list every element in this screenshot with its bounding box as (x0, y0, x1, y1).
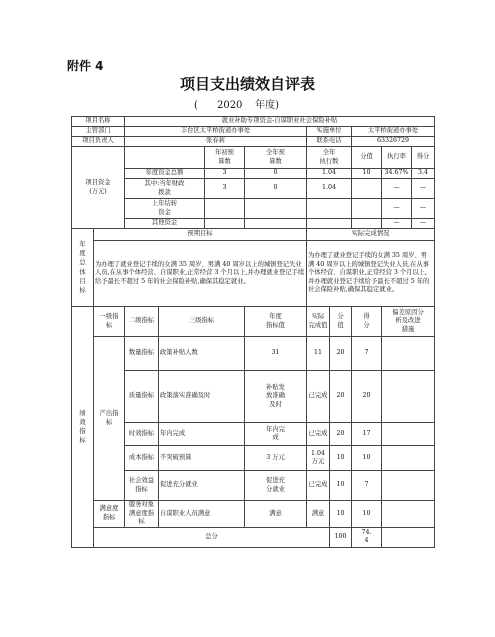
phone-label: 联系电话 (307, 137, 352, 147)
other-rate: — (382, 219, 412, 229)
reason-header: 偏差原因分 析及改进 措施 (382, 307, 435, 337)
output-indicator-label: 产出指 标 (94, 337, 125, 501)
annual-budget-header: 全年预 算数 (245, 147, 307, 169)
fiscal-rate: — (382, 179, 412, 199)
total-score-label: 总分 (94, 527, 330, 547)
perf-score-header: 分 值 (330, 307, 352, 337)
perf-target: 补贴发 放准确 及时 (245, 371, 307, 423)
total-funds-label: 年度资金总额 (125, 169, 205, 179)
perf-level2: 时效指标 (125, 423, 159, 446)
dept-value: 丰台区太平桥街道办事处 (125, 127, 307, 137)
perf-level2: 成本指标 (125, 446, 159, 471)
funds-label: 项目资金 (万元) (72, 147, 125, 229)
fiscal-label: 其中:当年财政 拨款 (125, 179, 205, 199)
carry-exec (307, 199, 352, 219)
total-got: 3.4 (412, 169, 435, 179)
fiscal-init: 3 (205, 179, 245, 199)
actual-goal-header: 实际完成情况 (307, 229, 435, 241)
perf-actual: 1.04 万元 (307, 446, 330, 471)
annual-goal-label: 年 度 总 体 目 标 (72, 229, 94, 307)
perf-score: 20 (330, 371, 352, 423)
perf-got: 17 (352, 423, 382, 446)
expected-goal-header: 预期目标 (94, 229, 307, 241)
page-title: 项目支出绩效自评表 (179, 75, 315, 93)
impl-label: 实施单位 (307, 127, 352, 137)
perf-target: 促进充 分就业 (245, 471, 307, 501)
carry-score (352, 199, 382, 219)
obtained-header: 得分 (412, 147, 435, 169)
project-name-label: 项目名称 (72, 117, 125, 127)
performance-label: 绩 效 指 标 (72, 307, 94, 548)
perf-reason (382, 471, 435, 501)
perf-level2: 服务对象 满意度指标 (125, 501, 159, 528)
perf-reason (382, 446, 435, 471)
year-line: ( 2020 年度) (194, 100, 280, 111)
perf-target: 年内完 成 (245, 423, 307, 446)
total-annual: 0 (245, 169, 307, 179)
leader-label: 项目负责人 (72, 137, 125, 147)
perf-target: 3 万元 (245, 446, 307, 471)
phone-value: 63326729 (352, 137, 435, 147)
other-got: — (412, 219, 435, 229)
perf-reason (382, 371, 435, 423)
total-reason (382, 527, 435, 547)
carry-rate: — (382, 199, 412, 219)
perf-score: 10 (330, 446, 352, 471)
annual-target-header: 年度 指标值 (245, 307, 307, 337)
total-rate: 34.67% (382, 169, 412, 179)
perf-actual: 已完成 (307, 371, 330, 423)
perf-level3: 政策落实准确及时 (159, 371, 245, 423)
perf-got: 10 (352, 446, 382, 471)
perf-actual: 11 (307, 337, 330, 371)
other-score (352, 219, 382, 229)
perf-target: 31 (245, 337, 307, 371)
dept-label: 主管部门 (72, 127, 125, 137)
perf-got: 10 (352, 501, 382, 528)
perf-target: 满意 (245, 501, 307, 528)
perf-reason (382, 501, 435, 528)
satisfaction-indicator-label: 满意度 指标 (94, 501, 125, 528)
fiscal-score (352, 179, 382, 199)
actual-goal-text: 为办理了就业登记手续的女满 35 周岁、男满 40 周岁以上的城镇登记失业人员,在从事个体经营、自谋职业,正常经营 3 个月以上,并办理就业登记手续给予最长不超过 5 年的社会保险补贴,确保其稳定就业。 (307, 241, 435, 307)
level1-header: 一级指 标 (94, 307, 125, 337)
impl-value: 太平桥街道办事处 (352, 127, 435, 137)
other-label: 其他资金 (125, 219, 205, 229)
fiscal-exec: 1.04 (307, 179, 352, 199)
total-exec: 1.04 (307, 169, 352, 179)
perf-reason (382, 337, 435, 371)
total-score-value: 100 (330, 527, 352, 547)
perf-reason (382, 423, 435, 446)
total-score: 10 (352, 169, 382, 179)
level2-header: 二级指标 (125, 307, 159, 337)
perf-got: 7 (352, 337, 382, 371)
actual-value-header: 实际 完成值 (307, 307, 330, 337)
fiscal-annual: 0 (245, 179, 307, 199)
perf-got: 20 (352, 371, 382, 423)
fiscal-got: — (412, 179, 435, 199)
perf-score: 20 (330, 423, 352, 446)
perf-score: 10 (330, 471, 352, 501)
other-annual (245, 219, 307, 229)
perf-actual: 已完成 (307, 423, 330, 446)
other-init (205, 219, 245, 229)
perf-level3: 促进充分就业 (159, 471, 245, 501)
expected-goal-text: 为办理了就业登记手续的女满 35 周岁、男满 40 周岁以上的城镇登记失业人员,在从事个体经营、自谋职业,正常经营 3 个月以上,并办理就业登记手续给予最长不超过 5 年的社会保险补贴,确保其稳定就业。 (94, 241, 307, 307)
perf-level3: 政策补贴人数 (159, 337, 245, 371)
attachment-label: 附件 4 (67, 59, 104, 73)
perf-level3: 不突破预算 (159, 446, 245, 471)
carry-init (205, 199, 245, 219)
funds-blank-header (125, 147, 205, 169)
perf-level2: 质量指标 (125, 371, 159, 423)
perf-score: 10 (330, 501, 352, 528)
perf-actual: 满意 (307, 501, 330, 528)
leader-value: 张春莉 (125, 137, 307, 147)
score-header: 分值 (352, 147, 382, 169)
evaluation-table (71, 116, 435, 548)
carry-got: — (412, 199, 435, 219)
perf-level3: 自谋职业人员满意 (159, 501, 245, 528)
perf-level2: 数量指标 (125, 337, 159, 371)
perf-obtained-header: 得 分 (352, 307, 382, 337)
carry-label: 上年结转 资金 (125, 199, 205, 219)
total-init: 3 (205, 169, 245, 179)
project-name: 就业补助专项资金-自谋职业社会保险补贴 (125, 117, 435, 127)
carry-annual (245, 199, 307, 219)
perf-got: 7 (352, 471, 382, 501)
init-budget-header: 年初预 算数 (205, 147, 245, 169)
level3-header: 三级指标 (159, 307, 245, 337)
annual-exec-header: 全年 执行数 (307, 147, 352, 169)
other-exec (307, 219, 352, 229)
exec-rate-header: 执行率 (382, 147, 412, 169)
perf-level2: 社会效益 指标 (125, 471, 159, 501)
total-obtained-value: 74. 4 (352, 527, 382, 547)
perf-score: 20 (330, 337, 352, 371)
perf-level3: 年内完成 (159, 423, 245, 446)
perf-actual: 已完成 (307, 471, 330, 501)
